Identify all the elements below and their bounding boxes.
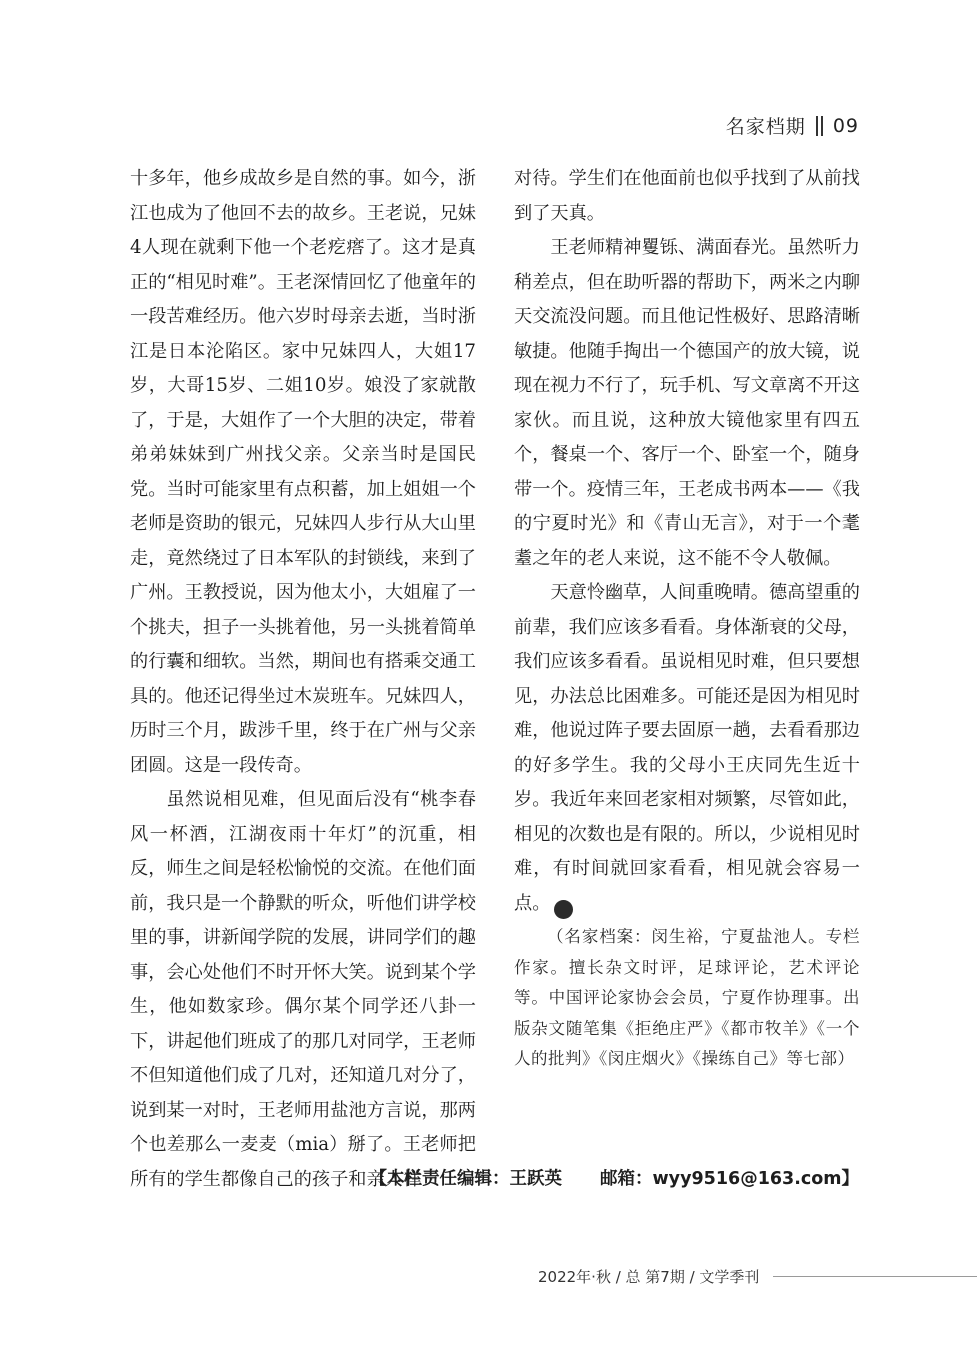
paragraph: 虽然说相见难，但见面后没有“桃李春风一杯酒，江湖夜雨十年灯”的沉重，相反，师生之间是轻松愉悦的交流。在他们面前，我只是一个静默的听众，听他们讲学校里的事，讲新闻学院的发展，讲同学们的趣事，会心处他们不时开怀大笑。说到某个学生，他如数家珍。偶尔某个同学还八卦一下，讲起他们班成了的那几对同学，王老师不但知道他们成了几对，还知道几对分了，说到某一对时，王老师用盐池方言说，那两个也差那么一麦麦（mia）掰了。王老师把所有的学生都像自己的孩子和亲人样 [130,789,476,1190]
paragraph-last [514,576,860,921]
page-footer [538,1266,977,1287]
footer-rule [773,1276,977,1277]
issue-info: 2022年·秋 / 总 第7期 / 文学季刊 [538,1268,760,1286]
page-header [726,112,859,139]
end-mark-icon: 小 [554,900,573,919]
editor-credit [370,1165,860,1190]
editor-email: 邮箱：wyy9516@163.com】 [600,1169,859,1189]
paragraph: 王老师精神矍铄、满面春光。虽然听力稍差点，但在助听器的帮助下，两米之内聊天交流没问题。而且他记性极好、思路清晰敏捷。他随手掏出一个德国产的放大镜，说现在视力不行了，玩手机、写文章离不开这家伙。而且说，这种放大镜他家里有四五个，餐桌一个、客厅一个、卧室一个，随身带一个。疫情三年，王老成书两本——《我的宁夏时光》和《青山无言》，对于一个耄耋之年的老人来说，这不能不令人敬佩。 [514,237,860,569]
left-column [130,162,476,1197]
paragraph-text: 天意怜幽草，人间重晚晴。德高望重的前辈，我们应该多看看。身体渐衰的父母，我们应该多看看。虽说相见时难，但只要想见，办法总比困难多。可能还是因为相见时难，他说过阵子要去固原一趟，去看看那边的好多学生。我的父母小王庆同先生近十岁。我近年来回老家相对频繁，尽管如此，相见的次数也是有限的。所以，少说相见时难，有时间就回家看看，相见就会容易一点。 [514,582,860,914]
section-title: 名家档期 [725,116,806,138]
paragraph: 十多年，他乡成故乡是自然的事。如今，浙江也成为了他回不去的故乡。王老说，兄妹4人现在就剩下他一个老疙瘩了。这才是真正的“相见时难”。王老深情回忆了他童年的一段苦难经历。他六岁时母亲去逝，当时浙江是日本沦陷区。家中兄妹四人，大姐17岁，大哥15岁、二姐10岁。娘没了家就散了，于是，大姐作了一个大胆的决定，带着弟弟妹妹到广州找父亲。父亲当时是国民党。当时可能家里有点积蓄，加上姐姐一个老师是资助的银元，兄妹四人步行从大山里走，竟然绕过了日本军队的封锁线，来到了广州。王教授说，因为他太小，大姐雇了一个挑夫，担子一头挑着他，另一头挑着简单的行囊和细软。当然，期间也有搭乘交通工具的。他还记得坐过木炭班车。兄妹四人，历时三个月，跋涉千里，终于在广州与父亲团圆。这是一段传奇。 [130,168,476,776]
page-number: 09 [832,114,859,137]
paragraph: 对待。学生们在他面前也似乎找到了从前找到了天真。 [514,168,860,224]
right-column [514,162,860,921]
editor-label: 【本栏责任编辑：王跃英 [369,1169,562,1189]
header-separator [816,116,823,136]
author-bio: （名家档案：闵生裕，宁夏盐池人。专栏作家。擅长杂文时评，足球评论，艺术评论等。中国评论家协会会员，宁夏作协理事。出版杂文随笔集《拒绝庄严》《都市牧羊》《一个人的批判》《闵庄烟火》《操练自己》等七部） [514,927,860,1068]
